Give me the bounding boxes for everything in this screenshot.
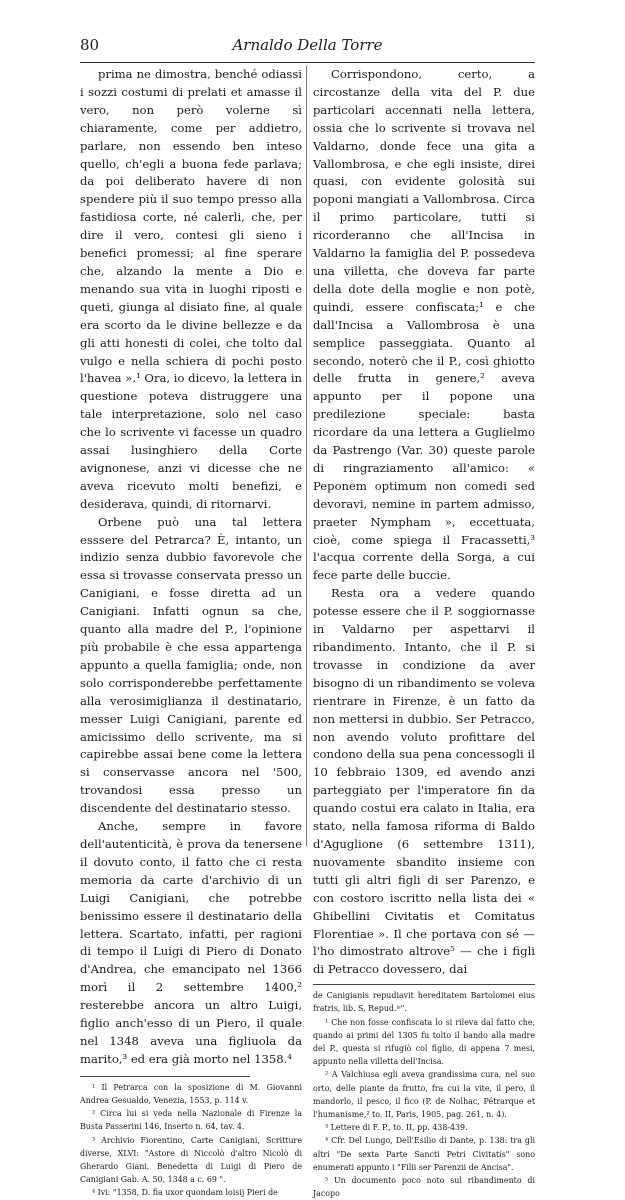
body-paragraph: Anche, sempre in favore dell'autenticità, è prova da tenersene il dovuto conto, il fatto che ci resta memoria da carte d'archivio di un Luigi Canigiani, che potrebbe benissimo essere il destinatario della lettera. Scartato, infatti, per ragioni di tempo il Luigi di Piero di Donato d'Andrea, che emancipato nel 1366 morì il 2 settembre 1400,² resterebbe ancora un altro Luigi, figlio anch'esso di un Piero, il quale nel 1348 aveva una figliuola da marito,³ ed era già morto nel 1358.⁴ [80, 819, 302, 1066]
running-title: Arnaldo Della Torre [232, 36, 383, 54]
footnote-rule [80, 1076, 250, 1077]
footnote: ² A Valchiusa egli aveva grandissima cura, nel suo orto, delle piante da frutto, fra cui la vite, il pero, il mandorlo, il pesco, il fico (P. de Nolhac, Pétrarque et l'humanisme,² to. II, Paris, 1905, pag. 261, n. 4). [313, 1070, 535, 1120]
body-paragraph: Corrispondono, certo, a circostanze della vita del P. due particolari accennati nella lettera, ossia che lo scrivente si trovava nel Valdarno, donde fece una gita a Vallombrosa, e che egli insiste, direi quasi, con evidente golosità sui poponi mangiati a Vallombrosa. Circa il primo particolare, tutti si ricorderanno che all'Incisa in Valdarno la famiglia del P. possedeva una villetta, che doveva far parte della dote della moglie e non potè, quindi, essere confiscata;¹ e che dall'Incisa a Vallombrosa è una semplice passeggiata. Quanto al secondo, noterò che il P., così ghiotto delle frutta in genere,² aveva appunto per il popone una predilezione speciale: basta ricordare da una lettera a Guglielmo da Pastrengo (Var. 30) queste parole di ringraziamento all'amico: « Peponem optimum non comedi sed devoravi, nemine in partem admisso, praeter Nympham », eccettuata, cioè, come spiega il Fracassetti,³ l'acqua corrente della Sorga, a cui fece parte delle buccie. [313, 67, 535, 583]
footnote: ⁴ Cfr. Del Lungo, Dell'Esilio di Dante, p. 138: tra gli altri "De sexta Parte Sancti Petri Civitatis" sono enumerati appunto i "Filii ser Parenzii de Ancisa". [313, 1136, 535, 1172]
left-column [80, 66, 302, 1200]
footnote: ¹ Che non fosse confiscata lo si rileva dal fatto che, quando ai primi del 1305 fu tolto il bando alla madre del P., questa si rifugiò col figlio, di appena 7 mesi, appunto nella villetta dell'Incisa. [313, 1017, 535, 1067]
footnote-continuation: de Canigianis repudiavit hereditatem Bartolomei eius fratris, lib. S, Repud.ⁱˢ". [313, 991, 535, 1014]
footnote-rule [313, 984, 535, 985]
page-header [80, 36, 535, 56]
footnote: ³ Lettere di F. P., to. II, pp. 438-439. [325, 1123, 468, 1133]
body-paragraph: prima ne dimostra, benché odiassi i sozzi costumi di prelati et amasse il vero, non però volerne sì chiaramente, come per addietro, parlare, non essendo ben inteso quello, ch'egli a buona fede parlava; da poi deliberato havere di non spendere più il suo tempo presso alla fastidiosa corte, né calerli, che, per dire il vero, contesi gli sieno i benefici promessi; al fine sperare che, alzando la mente a Dio e menando sua vita in luoghi riposti e queti, giunga al disiato fine, al quale era scorto da le divine bellezze e da gli atti honesti di colei, che tolto dal vulgo e nella schiera di pochi posto l'havea ».¹ Ora, io dicevo, la lettera in questione poteva distruggere una tale interpretazione, solo nel caso che lo scrivente vi facesse un quadro assai lusinghiero della Corte avignonese, anzi vi dicesse che ne aveva ricevuto molti benefizi, e desiderava, quindi, di ritornarvi. [80, 67, 302, 511]
footnote: ⁴ Ivi: "1358, D. fia uxor quondam loisij Pieri de [92, 1188, 278, 1198]
header-rule [80, 62, 535, 63]
footnote: ¹ Il Petrarca con la sposizione di M. Giovanni Andrea Gesualdo, Venezia, 1553, p. 114 v. [80, 1082, 302, 1105]
column-divider [306, 66, 307, 846]
footnote: ² Circa lui si veda nella Nazionale di Firenze la Busta Passerini 146, Inserto n. 64, tav. 4. [80, 1109, 302, 1132]
body-paragraph: Resta ora a vedere quando potesse essere che il P. soggiornasse in Valdarno per aspettarvi il ribandimento. Intanto, che il P. si trovasse in condizione da aver bisogno di un ribandimento se voleva rientrare in Firenze, è un fatto da non mettersi in dubbio. Ser Petracco, non avendo voluto profittare del condono della sua pena concessogli il 10 febbraio 1309, ed avendo anzi parteggiato per l'imperatore fin da quando costui era calato in Italia, era stato, nella famosa riforma di Baldo d'Aguglione (6 settembre 1311), nuovamente sbandito insieme con tutti gli altri figli di ser Parenzo, e con costoro iscritto nella lista dei « Ghibellini Civitatis et Comitatus Florentiae ». Il che portava con sé — l'ho dimostrato altrove⁵ — che i figli di Petracco dovessero, dai [313, 586, 535, 977]
right-column [313, 66, 535, 1200]
page-number: 80 [80, 36, 100, 54]
footnote: ⁵ Un documento poco noto sul ribandimento di Jacopo [313, 1176, 535, 1199]
footnote: ³ Archivio Fiorentino, Carte Canigiani, Scritture diverse, XLVI: "Astore di Niccolò d'altro Nicolò di Gherardo Giani, Benedetta di Luigi di Piero de Canigiani Gab. A. 50, 1348 a c. 69 ". [80, 1135, 302, 1185]
body-paragraph: Orbene può una tal lettera esssere del Petrarca? È, intanto, un indizio senza dubbio favorevole che essa si trovasse conservata presso un Canigiani, e fosse diretta ad un Canigiani. Infatti ognun sa che, quanto alla madre del P., l'opinione più probabile è che essa appartenga appunto a quella famiglia; onde, non solo corrisponderebbe perfettamente alla verosimiglianza il destinatario, messer Luigi Canigiani, parente ed amicissimo dello scrivente, ma si capirebbe assai bene come la lettera si conservasse ancora nel '500, trovandosi essa presso un discendente del destinatario stesso. [80, 514, 302, 816]
